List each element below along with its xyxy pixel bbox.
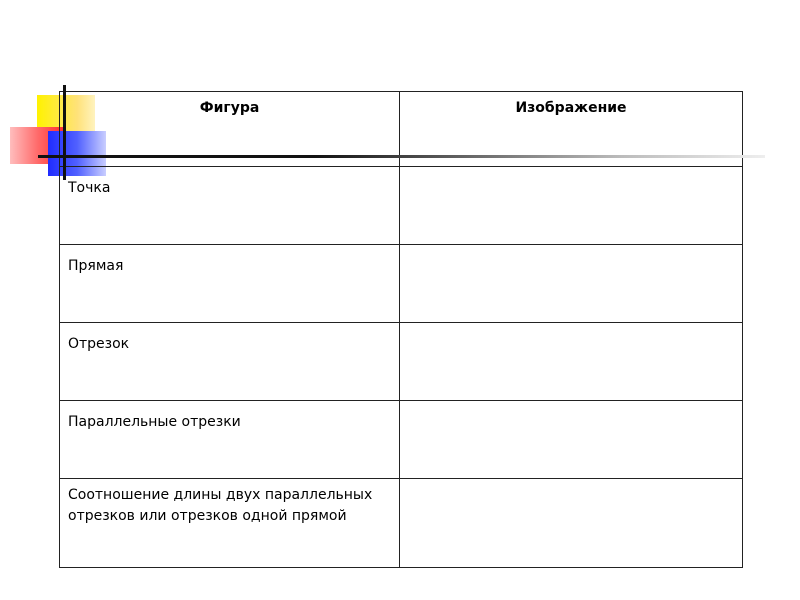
table-row xyxy=(60,479,743,568)
figure-cell: Параллельные отрезки xyxy=(60,401,400,479)
figure-cell: Прямая xyxy=(60,245,400,323)
figure-cell: Точка xyxy=(60,167,400,245)
table-row xyxy=(60,401,743,479)
figures-table xyxy=(59,91,743,568)
image-cell[interactable] xyxy=(400,167,743,245)
image-cell[interactable] xyxy=(400,479,743,568)
image-cell[interactable] xyxy=(400,245,743,323)
table-row xyxy=(60,323,743,401)
header-figure: Фигура xyxy=(60,92,400,167)
figure-cell: Соотношение длины двух параллельных отрезков или отрезков одной прямой xyxy=(60,479,400,568)
table-row xyxy=(60,167,743,245)
decorative-vertical-line xyxy=(63,85,66,180)
header-image: Изображение xyxy=(400,92,743,167)
table-row xyxy=(60,245,743,323)
decorative-horizontal-line xyxy=(38,155,765,158)
image-cell[interactable] xyxy=(400,323,743,401)
image-cell[interactable] xyxy=(400,401,743,479)
figure-cell: Отрезок xyxy=(60,323,400,401)
